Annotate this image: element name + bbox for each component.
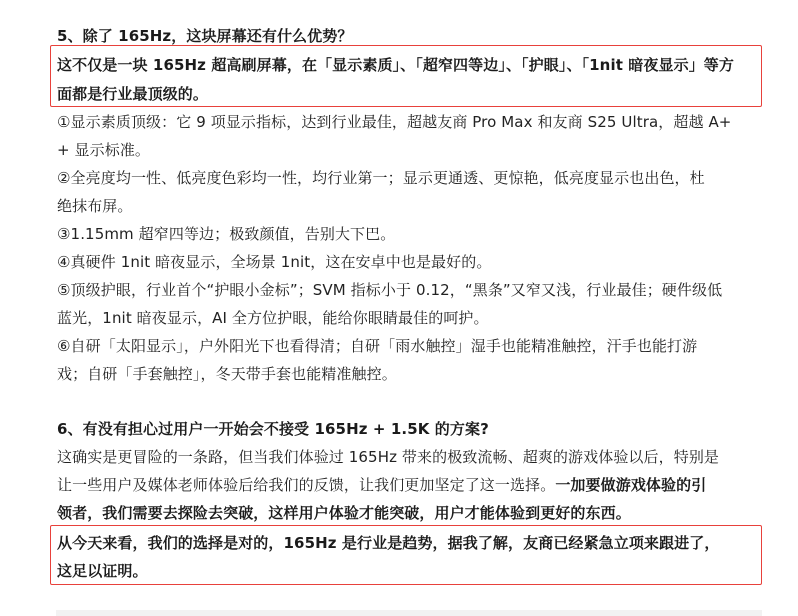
- q5-body-line-7: ⑤顶级护眼，行业首个“护眼小金标”；SVM 指标小于 0.12，“黑条”又窄又浅，行业最佳；硬件级低: [57, 281, 723, 299]
- q6-highlight-line-2: 这足以证明。: [57, 562, 148, 580]
- q5-body-line-9: ⑥自研「太阳显示」，户外阳光下也看得清；自研「雨水触控」湿手也能精准触控，汗手也能打游: [57, 337, 698, 355]
- q6-body-line-2-normal: 让一些用户及媒体老师体验后给我们的反馈，让我们更加坚定了这一选择。: [57, 476, 556, 494]
- q5-heading: 5、除了 165Hz，这块屏幕还有什么优势？: [57, 27, 353, 45]
- q5-body-line-3: ②全亮度均一性、低亮度色彩均一性，均行业第一；显示更通透、更惊艳，低亮度显示也出色，杜: [57, 169, 705, 187]
- q5-body-line-6: ④真硬件 1nit 暗夜显示，全场景 1nit，这在安卓中也是最好的。: [57, 253, 492, 271]
- q5-body-line-2: + 显示标准。: [57, 141, 151, 159]
- q6-body-line-2: [57, 475, 757, 495]
- q5-highlight-line-1: 这不仅是一块 165Hz 超高刷屏幕，在「显示素质」、「超窄四等边」、「护眼」、「1nit 暗夜显示」等方: [57, 56, 734, 74]
- q5-highlight-line-2: 面都是行业最顶级的。: [57, 85, 209, 103]
- q5-body-line-1: ①显示素质顶级：它 9 项显示指标，达到行业最佳，超越友商 Pro Max 和友商 S25 Ultra，超越 A+: [57, 113, 732, 131]
- q5-body-line-5: ③1.15mm 超窄四等边；极致颜值，告别大下巴。: [57, 225, 396, 243]
- q6-highlight-line-1: 从今天来看，我们的选择是对的，165Hz 是行业是趋势，据我了解，友商已经紧急立项来跟进了，: [57, 534, 720, 552]
- q5-body-line-4: 绝抹布屏。: [57, 197, 133, 215]
- q6-body-line-2-bold: 一加要做游戏体验的引: [555, 476, 707, 494]
- q5-body-line-8: 蓝光，1nit 暗夜显示，AI 全方位护眼，能给你眼睛最佳的呵护。: [57, 309, 489, 327]
- q6-heading: 6、有没有担心过用户一开始会不接受 165Hz + 1.5K 的方案?: [57, 420, 489, 438]
- q6-body-line-3: 领者，我们需要去探险去突破，这样用户体验才能突破，用户才能体验到更好的东西。: [57, 504, 631, 522]
- bottom-divider: [56, 610, 762, 616]
- q5-body-line-10: 戏；自研「手套触控」，冬天带手套也能精准触控。: [57, 365, 397, 383]
- q6-body-line-1: 这确实是更冒险的一条路，但当我们体验过 165Hz 带来的极致流畅、超爽的游戏体验以后，特别是: [57, 448, 720, 466]
